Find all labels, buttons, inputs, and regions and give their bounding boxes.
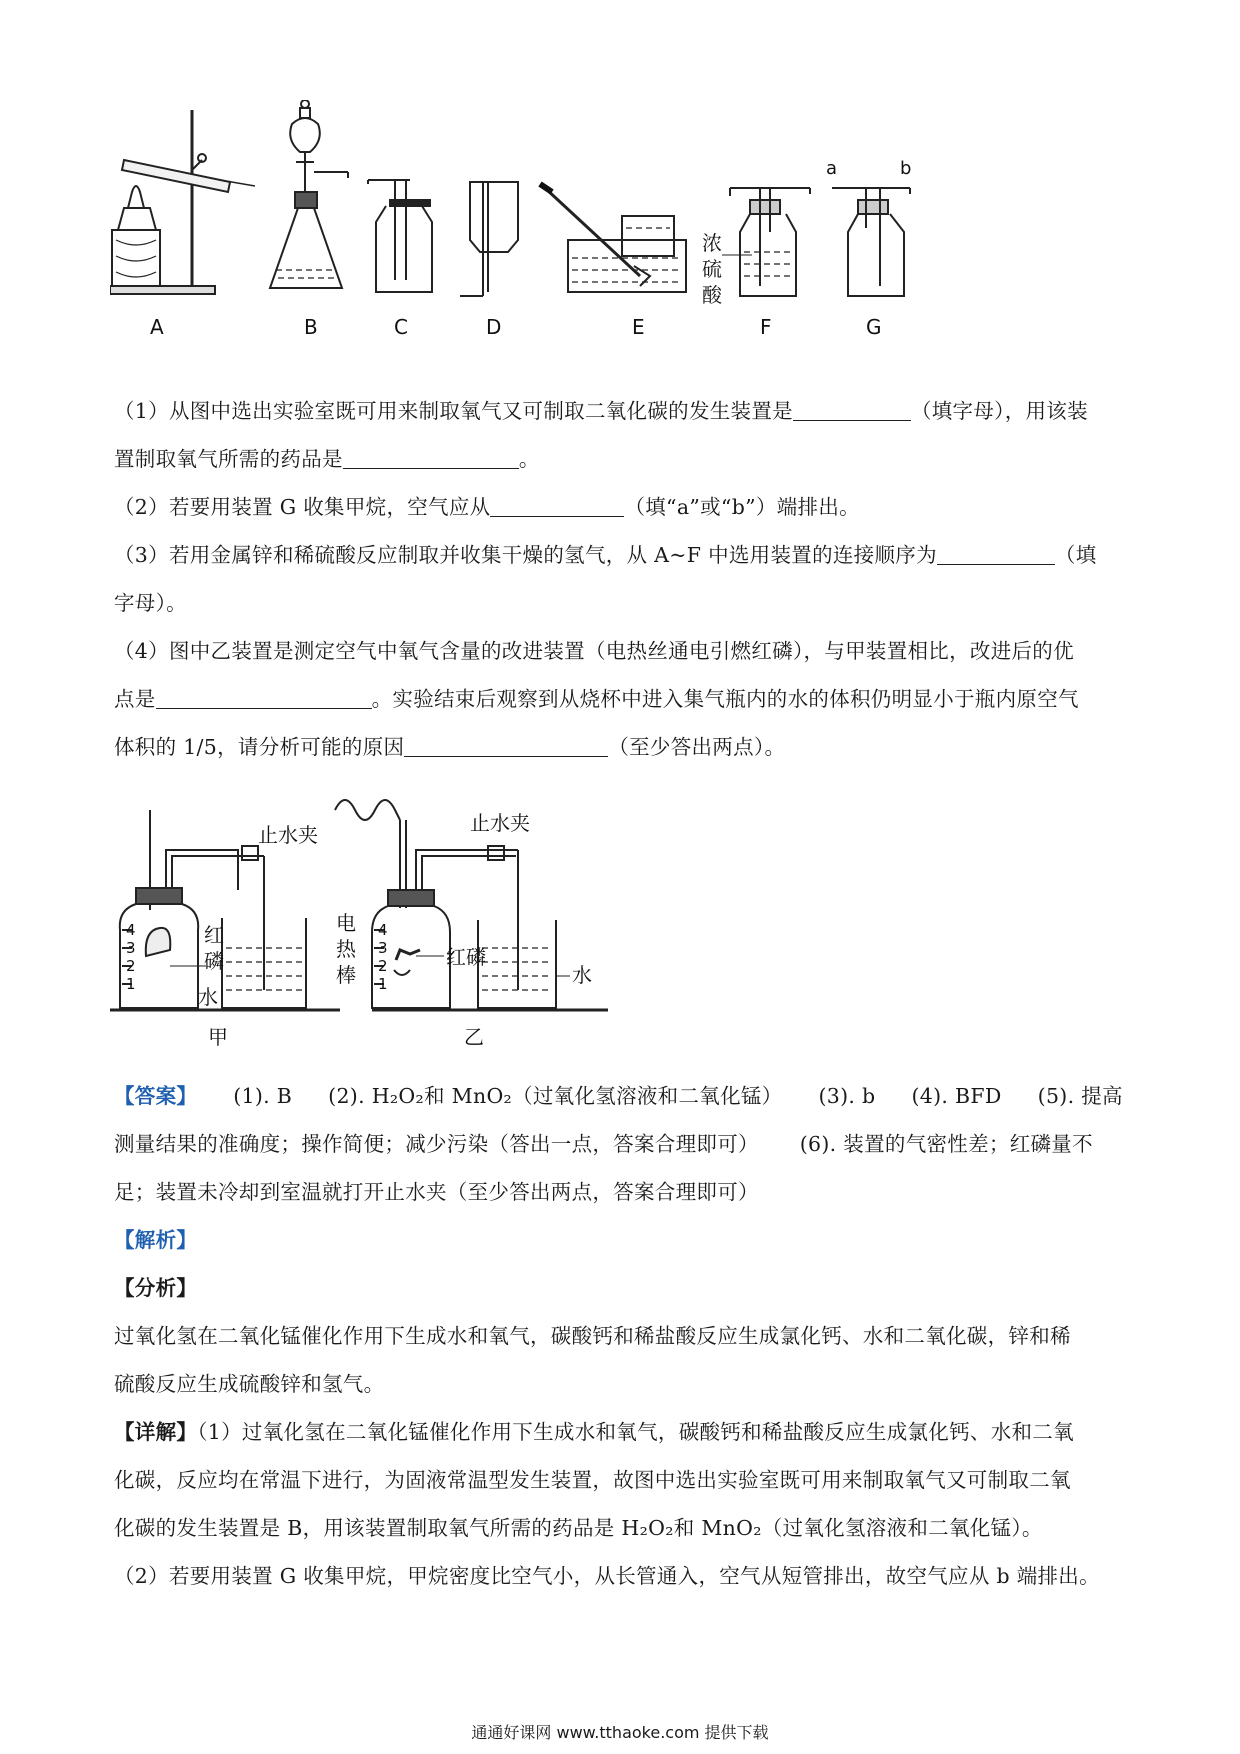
analysis-section	[114, 1216, 1130, 1408]
detail-line-4: （2）若要用装置 G 收集甲烷，甲烷密度比空气小，从长管通入，空气从短管排出，故空气应从 b 端排出。	[114, 1564, 1100, 1588]
yi-scale-3: 3	[378, 939, 388, 957]
apparatus-a-drawing	[110, 110, 255, 294]
apparatus-e-drawing	[540, 184, 686, 292]
label-b: B	[304, 315, 318, 339]
yi-rod-char-2: 热	[336, 937, 356, 961]
q4-blank-1[interactable]	[156, 684, 372, 709]
q4-blank-2[interactable]	[404, 732, 608, 757]
answer-line-2b: (6). 装置的气密性差；红磷量不	[799, 1132, 1093, 1156]
apparatus-b-drawing	[270, 100, 348, 288]
q1-text-c: 置制取氧气所需的药品是	[114, 447, 343, 471]
jia-scale-1: 1	[126, 975, 136, 993]
yi-phosphorus-label: 红磷	[446, 945, 486, 969]
detail-line-3: 化碳的发生装置是 B，用该装置制取氧气所需的药品是 H₂O₂和 MnO₂（过氧化氢溶液和二氧化锰）。	[114, 1516, 1043, 1540]
apparatus-figure-a-to-g	[110, 100, 1140, 385]
q4-text-a: （4）图中乙装置是测定空气中氧气含量的改进装置（电热丝通电引燃红磷），与甲装置相比，改进后的优	[114, 639, 1074, 663]
label-c: C	[394, 315, 408, 339]
q4-text-b: 点是	[114, 687, 156, 711]
apparatus-g-drawing	[832, 188, 910, 296]
g-port-b-label: b	[900, 158, 912, 179]
yi-scale-4: 4	[378, 921, 388, 939]
analysis-line-2: 硫酸反应生成硫酸锌和氢气。	[114, 1372, 385, 1396]
answer-item-1: (1). B	[233, 1084, 293, 1108]
detail-line-2: 化碳，反应均在常温下进行，为固液常温型发生装置，故图中选出实验室既可用来制取氧气又可制取二氧	[114, 1468, 1071, 1492]
oxygen-content-apparatus-figure	[110, 780, 670, 1065]
label-a: A	[150, 315, 164, 339]
yi-scale-1: 1	[378, 975, 388, 993]
q3-text-a: （3）若用金属锌和稀硫酸反应制取并收集干燥的氢气，从 A~F 中选用装置的连接顺序为	[114, 543, 937, 567]
q3-blank[interactable]	[937, 540, 1055, 565]
question-4	[114, 627, 1130, 771]
answer-section	[114, 1072, 1130, 1216]
apparatus-d-drawing	[460, 182, 518, 296]
analysis-line-1: 过氧化氢在二氧化锰催化作用下生成水和氧气，碳酸钙和稀盐酸反应生成氯化钙、水和二氧化碳，锌和稀	[114, 1324, 1071, 1348]
q4-text-d: 体积的 1/5，请分析可能的原因	[114, 735, 405, 759]
q1-text-d: 。	[518, 447, 540, 471]
label-e: E	[632, 315, 645, 339]
label-d: D	[486, 315, 502, 339]
answer-item-4: (4). BFD	[911, 1084, 1002, 1108]
detail-tag: 【详解】	[114, 1420, 198, 1444]
q1-text-b: （填字母），用该装	[910, 399, 1088, 423]
analysis-sub-tag: 【分析】	[114, 1276, 198, 1300]
detail-line-1: （1）过氧化氢在二氧化锰催化作用下生成水和氧气，碳酸钙和稀盐酸反应生成氯化钙、水和二氧	[197, 1420, 1074, 1444]
analysis-tag: 【解析】	[114, 1228, 198, 1252]
q3-text-b: （填	[1054, 543, 1097, 567]
q2-text-a: （2）若要用装置 G 收集甲烷，空气应从	[114, 495, 491, 519]
answer-item-5: (5). 提高	[1037, 1084, 1123, 1108]
label-f: F	[760, 315, 772, 339]
yi-water-label: 水	[572, 963, 592, 987]
question-2	[114, 483, 1130, 531]
yi-caption: 乙	[464, 1025, 484, 1049]
answer-tag: 【答案】	[114, 1084, 198, 1108]
q1-blank-1[interactable]	[793, 396, 911, 421]
apparatus-c-drawing	[368, 180, 432, 292]
yi-scale-2: 2	[378, 957, 388, 975]
jia-phosphorus-char-2: 磷	[204, 949, 224, 973]
jia-scale-4: 4	[126, 921, 136, 939]
answer-line-3: 足；装置未冷却到室温就打开止水夹（至少答出两点，答案合理即可）	[114, 1180, 759, 1204]
q4-text-e: （至少答出两点）。	[608, 735, 786, 759]
detail-section	[114, 1408, 1130, 1600]
yi-rod-char-1: 电	[336, 911, 356, 935]
jia-water-label: 水	[198, 985, 218, 1009]
question-3	[114, 531, 1130, 627]
answer-line-2a: 测量结果的准确度；操作简便；减少污染（答出一点，答案合理即可）	[114, 1132, 759, 1156]
f-liquid-char-1: 浓	[702, 231, 722, 255]
q4-text-c: 。实验结束后观察到从烧杯中进入集气瓶内的水的体积仍明显小于瓶内原空气	[371, 687, 1079, 711]
label-g: G	[866, 315, 882, 339]
jia-phosphorus-char-1: 红	[204, 923, 224, 947]
answer-item-2: (2). H₂O₂和 MnO₂（过氧化氢溶液和二氧化锰）	[328, 1084, 783, 1108]
jia-scale-2: 2	[126, 957, 136, 975]
yi-rod-char-3: 棒	[336, 963, 356, 987]
jia-scale-3: 3	[126, 939, 136, 957]
jia-clamp-label: 止水夹	[258, 823, 318, 847]
apparatus-f-drawing	[722, 188, 810, 296]
q1-text-a: （1）从图中选出实验室既可用来制取氧气又可制取二氧化碳的发生装置是	[114, 399, 793, 423]
answer-item-3: (3). b	[818, 1084, 876, 1108]
question-1	[114, 387, 1130, 483]
f-liquid-char-3: 酸	[702, 283, 722, 307]
yi-clamp-label: 止水夹	[470, 811, 530, 835]
page-footer: 通通好课网 www.tthaoke.com 提供下载	[471, 1723, 769, 1742]
q2-blank[interactable]	[490, 492, 624, 517]
g-port-a-label: a	[826, 158, 838, 179]
q2-text-b: （填“a”或“b”）端排出。	[624, 495, 860, 519]
f-liquid-char-2: 硫	[702, 257, 722, 281]
q1-blank-2[interactable]	[343, 444, 519, 469]
q3-text-c: 字母）。	[114, 591, 187, 615]
jia-caption: 甲	[208, 1025, 228, 1049]
